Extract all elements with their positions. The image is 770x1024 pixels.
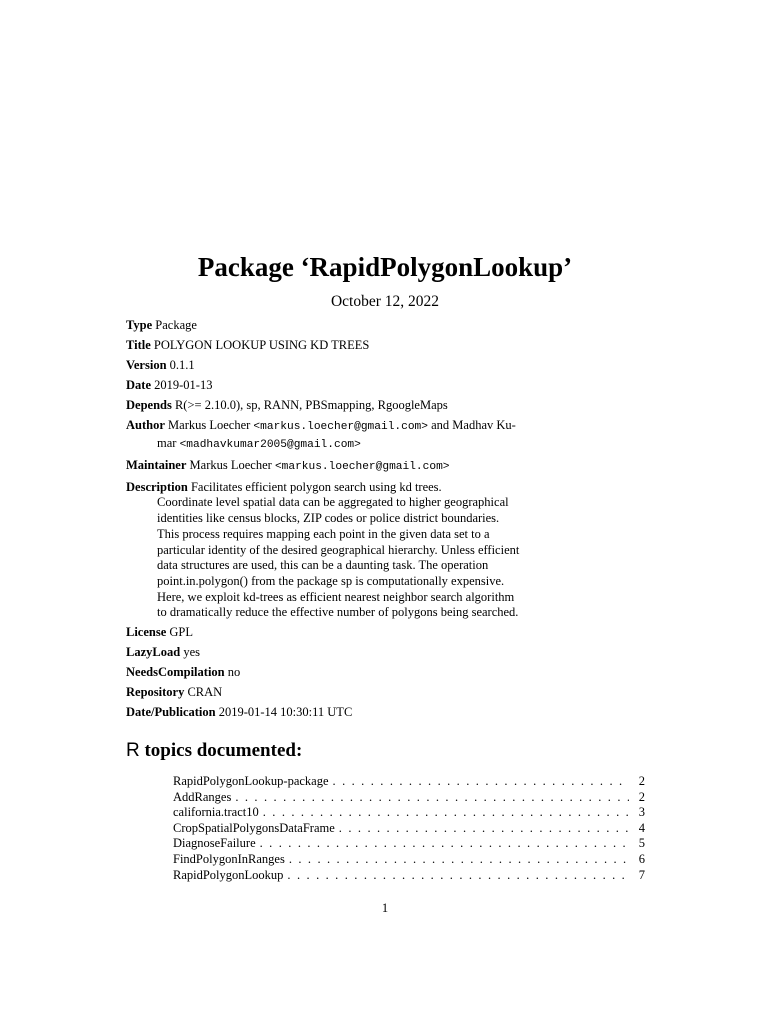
toc-entry[interactable] — [173, 836, 645, 852]
field-key: Description — [126, 479, 188, 494]
toc-heading — [126, 738, 302, 764]
page-number: 1 — [381, 901, 389, 915]
toc-heading-text: topics documented: — [144, 740, 303, 761]
field-key: Type — [126, 318, 153, 332]
field-key: Title — [126, 338, 151, 352]
description-fields — [126, 318, 526, 725]
toc-entry-page[interactable]: 2 — [638, 789, 645, 804]
description-first-line: Facilitates efficient polygon search using kd trees. — [190, 479, 442, 494]
toc-entry-label[interactable]: RapidPolygonLookup-package — [173, 774, 329, 788]
toc-entry-label[interactable]: FindPolygonInRanges — [173, 851, 285, 866]
toc-leader-dots — [256, 836, 629, 852]
toc-entry[interactable] — [173, 790, 645, 806]
author-email: <madhavkumar2005@gmail.com> — [179, 438, 361, 451]
field-value: 2019-01-14 10:30:11 UTC — [218, 705, 353, 720]
author-line-2 — [126, 436, 526, 454]
toc-entry-label[interactable]: RapidPolygonLookup — [173, 867, 284, 882]
field-value: POLYGON LOOKUP USING KD TREES — [153, 338, 370, 352]
description-line: particular identity of the desired geographical hierarchy. Unless efficient — [157, 542, 520, 557]
description-line — [126, 480, 526, 496]
field-date-publication — [126, 705, 526, 721]
toc-leader-dots — [335, 821, 629, 837]
field-key: NeedsCompilation — [126, 665, 225, 680]
field-value: CRAN — [187, 685, 223, 700]
description-line: Coordinate level spatial data can be aggregated to higher geographical — [157, 495, 509, 510]
field-key: License — [126, 625, 167, 640]
author-email: <markus.loecher@gmail.com> — [253, 421, 428, 433]
toc-entry[interactable] — [173, 852, 645, 868]
field-key: Maintainer — [126, 457, 187, 472]
field-needscompilation — [126, 665, 526, 681]
field-value: yes — [183, 645, 200, 660]
maintainer-email: <markus.loecher@gmail.com> — [274, 460, 450, 473]
toc-entry-page[interactable]: 6 — [638, 851, 645, 866]
field-key: Author — [126, 418, 165, 432]
field-value: Package — [155, 318, 197, 332]
field-date — [126, 378, 526, 394]
toc-heading-r: R — [126, 740, 140, 761]
field-key: Date/Publication — [126, 705, 216, 720]
field-type — [126, 318, 526, 334]
toc-entry-label[interactable]: DiagnoseFailure — [173, 836, 256, 851]
field-key: Date — [126, 378, 151, 392]
toc-leader-dots — [329, 774, 629, 790]
toc-entry-page[interactable]: 2 — [638, 774, 645, 788]
field-license — [126, 625, 526, 641]
field-title — [126, 338, 526, 354]
field-key: LazyLoad — [126, 645, 181, 660]
toc-list — [173, 774, 645, 883]
toc-entry-page[interactable]: 7 — [638, 867, 645, 882]
author-line-1 — [126, 418, 526, 436]
maintainer-name: Markus Loecher — [189, 457, 272, 472]
description-line: point.in.polygon() from the package sp is computationally expensive. — [157, 573, 505, 588]
field-author — [126, 418, 526, 453]
field-key: Version — [126, 358, 167, 372]
author-name-cont: mar — [157, 435, 177, 450]
description-line: identities like census blocks, ZIP codes or police district boundaries. — [157, 511, 500, 526]
field-value: GPL — [169, 625, 194, 640]
toc-leader-dots — [259, 805, 629, 821]
field-description — [126, 480, 526, 621]
field-version — [126, 358, 526, 374]
description-line: data structures are used, this can be a daunting task. The operation — [157, 558, 489, 573]
document-date: October 12, 2022 — [330, 293, 440, 310]
description-line: to dramatically reduce the effective number of polygons being searched. — [157, 605, 519, 620]
toc-entry-label[interactable]: california.tract10 — [173, 805, 259, 820]
field-repository — [126, 685, 526, 701]
field-value: 2019-01-13 — [154, 378, 213, 392]
field-lazyload — [126, 645, 526, 661]
description-line: This process requires mapping each point in the given data set to a — [157, 526, 490, 541]
toc-leader-dots — [283, 868, 629, 884]
toc-entry-page[interactable]: 5 — [638, 836, 645, 851]
toc-entry-page[interactable]: 3 — [638, 805, 645, 820]
description-line: Here, we exploit kd-trees as efficient nearest neighbor search algorithm — [157, 589, 515, 604]
author-and: and Madhav Ku- — [431, 418, 516, 432]
toc-entry[interactable] — [173, 868, 645, 884]
field-maintainer — [126, 458, 526, 476]
toc-entry-label[interactable]: AddRanges — [173, 789, 232, 804]
field-value: no — [227, 665, 241, 680]
toc-entry-label[interactable]: CropSpatialPolygonsDataFrame — [173, 820, 335, 835]
field-key: Repository — [126, 685, 185, 700]
package-title: Package ‘RapidPolygonLookup’ — [197, 252, 573, 282]
author-name: Markus Loecher — [168, 418, 251, 432]
field-key: Depends — [126, 398, 172, 412]
toc-leader-dots — [285, 852, 629, 868]
toc-entry[interactable] — [173, 821, 645, 837]
field-value: 0.1.1 — [169, 358, 195, 372]
field-value: R(>= 2.10.0), sp, RANN, PBSmapping, RgoogleMaps — [174, 398, 448, 412]
field-depends — [126, 398, 526, 414]
toc-leader-dots — [231, 790, 629, 806]
toc-entry-page[interactable]: 4 — [638, 820, 645, 835]
toc-entry[interactable] — [173, 774, 645, 790]
toc-entry[interactable] — [173, 805, 645, 821]
